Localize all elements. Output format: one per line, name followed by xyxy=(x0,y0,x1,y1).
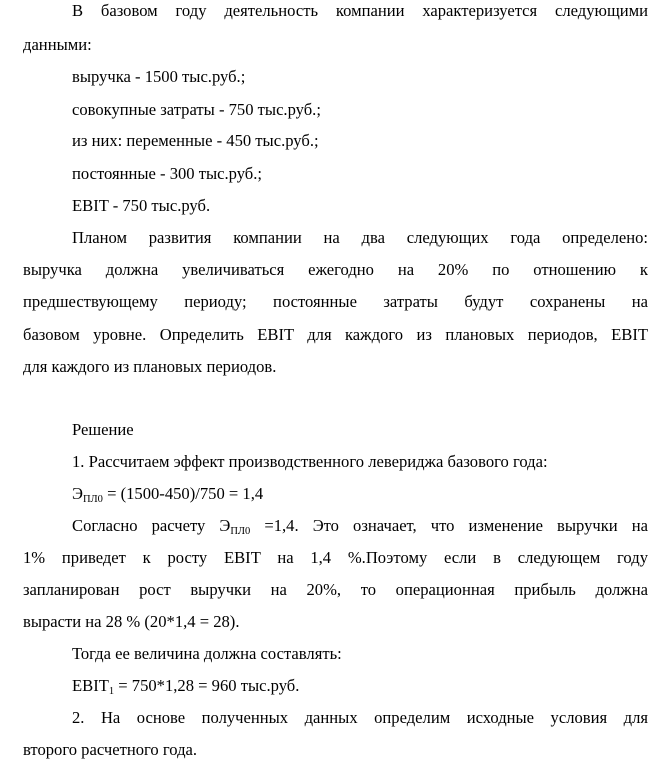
intro-line-1: В базовом году деятельность компании характеризуется следующими xyxy=(72,1,648,20)
formula-ebit-symbol: EBIT xyxy=(72,676,109,695)
para-suffix: =1,4. Это означает, что изменение выручки на xyxy=(250,516,648,535)
solution-heading: Решение xyxy=(72,420,134,439)
para-line-4: вырасти на 28 % (20*1,4 = 28). xyxy=(23,612,240,631)
para-line-2: 1% приведет к росту EBIT на 1,4 %.Поэтому если в следующем году xyxy=(23,548,648,567)
para-subscript: ПЛ0 xyxy=(230,526,251,537)
data-item-fixed-costs: постоянные - 300 тыс.руб.; xyxy=(72,164,263,183)
para-prefix: Согласно расчету Э xyxy=(72,516,231,535)
data-item-revenue: выручка - 1500 тыс.руб.; xyxy=(72,67,246,86)
step-2-line-2: второго расчетного года. xyxy=(23,740,198,759)
formula-symbol: Э xyxy=(72,484,83,503)
formula-ebit-expression: = 750*1,28 = 960 тыс.руб. xyxy=(114,676,300,695)
intro-line-2: данными: xyxy=(23,35,92,54)
para-line-3: запланирован рост выручки на 20%, то операционная прибыль должна xyxy=(23,580,648,599)
formula-subscript: ПЛ0 xyxy=(82,494,103,505)
task-line-1: Планом развития компании на два следующих года определено: xyxy=(72,228,648,247)
formula-leverage xyxy=(72,484,648,504)
formula-ebit-subscript: 1 xyxy=(108,686,115,697)
step-2-line-1: 2. На основе полученных данных определим исходные условия для xyxy=(72,708,648,727)
task-line-5: для каждого из плановых периодов. xyxy=(23,357,277,376)
formula-ebit xyxy=(72,676,648,696)
data-item-ebit: EBIT - 750 тыс.руб. xyxy=(72,196,211,215)
data-item-variable-costs: из них: переменные - 450 тыс.руб.; xyxy=(72,131,319,150)
data-item-total-costs: совокупные затраты - 750 тыс.руб.; xyxy=(72,100,321,119)
para-line-1 xyxy=(72,516,648,536)
task-line-4: базовом уровне. Определить EBIT для каждого из плановых периодов, EBIT xyxy=(23,325,648,344)
formula-expression: = (1500-450)/750 = 1,4 xyxy=(102,484,264,503)
then-line: Тогда ее величина должна составлять: xyxy=(72,644,342,663)
task-line-2: выручка должна увеличиваться ежегодно на 20% по отношению к xyxy=(23,260,648,279)
task-line-3: предшествующему периоду; постоянные затраты будут сохранены на xyxy=(23,292,648,311)
solution-step-1: 1. Рассчитаем эффект производственного левериджа базового года: xyxy=(72,452,548,471)
